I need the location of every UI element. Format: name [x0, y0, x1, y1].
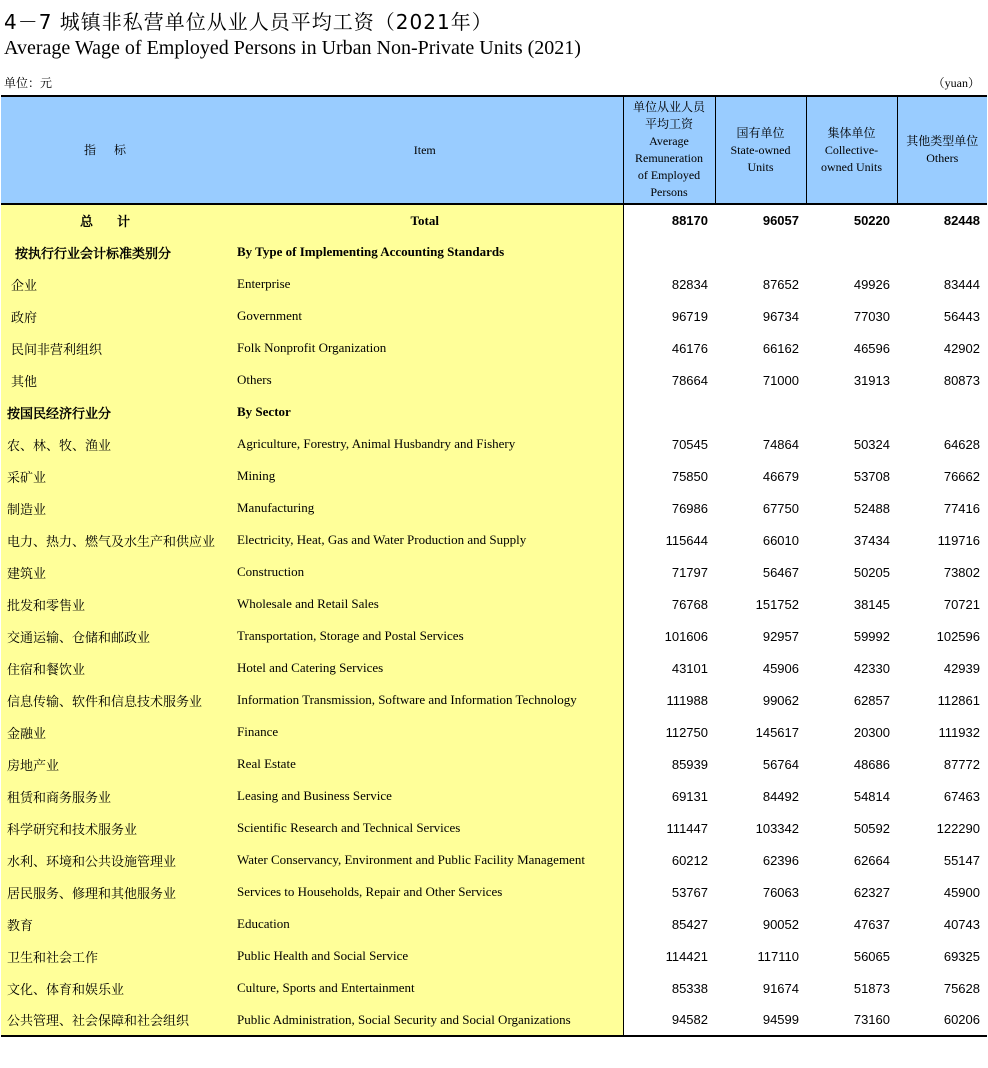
row-label-en: Finance	[227, 716, 623, 748]
row-label-en: Others	[227, 364, 623, 396]
value-state-owned: 56467	[762, 564, 799, 580]
value-state-owned: 56764	[762, 756, 799, 772]
value-avg: 114421	[623, 940, 715, 972]
value-state-owned: 84492	[762, 788, 799, 804]
value-state-owned: 91674	[762, 980, 799, 996]
value-avg: 78664	[623, 364, 715, 396]
value-others: 42939	[943, 660, 980, 676]
row-label-en: Culture, Sports and Entertainment	[227, 972, 623, 1004]
table-header-row	[1, 96, 987, 204]
table-row	[1, 684, 987, 716]
value-collective: 62664	[853, 852, 890, 868]
value-state-owned: 76063	[762, 884, 799, 900]
header-collective	[806, 96, 897, 204]
value-avg: 111447	[623, 812, 715, 844]
table-row	[1, 652, 987, 684]
value-avg: 112750	[623, 716, 715, 748]
value-others: 70721	[943, 596, 980, 612]
value-others: 73802	[943, 564, 980, 580]
row-label-en: Public Administration, Social Security and Social Organizations	[227, 1004, 623, 1036]
row-label-en: Scientific Research and Technical Services	[227, 812, 623, 844]
value-avg: 60212	[623, 844, 715, 876]
value-others: 55147	[943, 852, 980, 868]
table-row	[1, 300, 987, 332]
table-row	[1, 876, 987, 908]
row-label-cn: 水利、环境和公共设施管理业	[1, 844, 227, 876]
value-state-owned: 45906	[762, 660, 799, 676]
value-avg: 96719	[623, 300, 715, 332]
value-collective: 56065	[853, 948, 890, 964]
value-collective: 50324	[853, 436, 890, 452]
value-others: 82448	[943, 213, 980, 228]
row-label-cn: 信息传输、软件和信息技术服务业	[1, 684, 227, 716]
table-row	[1, 396, 987, 428]
value-avg: 76768	[623, 588, 715, 620]
page-title-en: Average Wage of Employed Persons in Urban Non-Private Units (2021)	[4, 37, 581, 59]
value-others	[897, 396, 987, 428]
value-state-owned: 117110	[757, 948, 799, 964]
table-row	[1, 204, 987, 236]
value-collective: 20300	[853, 724, 890, 740]
row-label-en: Enterprise	[227, 268, 623, 300]
row-label-en: Information Transmission, Software and Information Technology	[227, 684, 623, 716]
row-label-en: Agriculture, Forestry, Animal Husbandry and Fishery	[227, 428, 623, 460]
row-label-cn: 房地产业	[1, 748, 227, 780]
row-label-cn: 政府	[1, 300, 227, 332]
table-row	[1, 748, 987, 780]
row-label-cn: 金融业	[1, 716, 227, 748]
row-label-cn: 教育	[1, 908, 227, 940]
value-state-owned: 67750	[762, 500, 799, 516]
value-collective: 62327	[853, 884, 890, 900]
value-others: 45900	[943, 884, 980, 900]
row-label-en: Electricity, Heat, Gas and Water Production and Supply	[227, 524, 623, 556]
value-others: 111932	[938, 724, 980, 740]
row-label-cn: 卫生和社会工作	[1, 940, 227, 972]
row-label-cn: 企业	[1, 268, 227, 300]
row-label-cn: 文化、体育和娱乐业	[1, 972, 227, 1004]
value-others: 40743	[943, 916, 980, 932]
header-avg-en: Average Remuneration of Employed Persons	[635, 134, 703, 199]
value-others: 67463	[943, 788, 980, 804]
table-row	[1, 556, 987, 588]
row-label-en: Manufacturing	[227, 492, 623, 524]
value-others: 112861	[937, 692, 980, 708]
table-row	[1, 492, 987, 524]
row-label-cn: 交通运输、仓储和邮政业	[1, 620, 227, 652]
value-avg: 75850	[623, 460, 715, 492]
header-others	[897, 96, 987, 204]
value-others: 56443	[943, 308, 980, 324]
row-label-cn: 按执行行业会计标准类别分	[1, 236, 227, 268]
table-row	[1, 780, 987, 812]
row-label-cn: 建筑业	[1, 556, 227, 588]
table-row	[1, 268, 987, 300]
unit-label-cn: 单位：元	[4, 76, 53, 90]
row-label-cn: 租赁和商务服务业	[1, 780, 227, 812]
value-avg: 46176	[623, 332, 715, 364]
value-collective: 50592	[853, 820, 890, 836]
value-others	[897, 236, 987, 268]
row-label-cn: 农、林、牧、渔业	[1, 428, 227, 460]
row-label-en: Folk Nonprofit Organization	[227, 332, 623, 364]
value-collective: 49926	[853, 276, 890, 292]
value-avg: 94582	[623, 1004, 715, 1036]
header-item: Item	[227, 96, 623, 204]
table-row	[1, 364, 987, 396]
value-collective: 47637	[853, 916, 890, 932]
value-collective: 62857	[853, 692, 890, 708]
row-label-cn: 科学研究和技术服务业	[1, 812, 227, 844]
value-others: 102596	[936, 628, 980, 644]
value-collective: 52488	[853, 500, 890, 516]
table-row	[1, 428, 987, 460]
row-label-cn: 公共管理、社会保障和社会组织	[1, 1004, 227, 1036]
value-others: 69325	[943, 948, 980, 964]
header-state-en: State-owned Units	[730, 142, 791, 174]
row-label-en: Wholesale and Retail Sales	[227, 588, 623, 620]
value-state-owned: 96734	[762, 308, 799, 324]
table-row	[1, 588, 987, 620]
value-others: 80873	[943, 372, 980, 388]
value-state-owned: 71000	[762, 372, 799, 388]
row-label-cn: 电力、热力、燃气及水生产和供应业	[1, 524, 227, 556]
header-state-owned	[715, 96, 806, 204]
row-label-en: Public Health and Social Service	[227, 940, 623, 972]
table-row	[1, 524, 987, 556]
value-collective: 53708	[853, 468, 890, 484]
row-label-en: Mining	[227, 460, 623, 492]
row-label-cn: 采矿业	[1, 460, 227, 492]
row-label-cn: 批发和零售业	[1, 588, 227, 620]
value-state-owned: 99062	[762, 692, 799, 708]
row-label-en: Hotel and Catering Services	[227, 652, 623, 684]
value-state-owned: 90052	[762, 916, 799, 932]
value-state-owned	[715, 236, 806, 268]
value-others: 77416	[943, 500, 980, 516]
row-label-cn: 制造业	[1, 492, 227, 524]
value-state-owned: 74864	[762, 436, 799, 452]
row-label-en: Government	[227, 300, 623, 332]
value-others: 76662	[943, 468, 980, 484]
value-collective: 38145	[853, 596, 890, 612]
table-row	[1, 716, 987, 748]
row-label-en: By Sector	[227, 396, 623, 428]
value-avg: 111988	[623, 684, 715, 716]
value-avg: 53767	[623, 876, 715, 908]
value-others: 60206	[897, 1004, 987, 1036]
table-row	[1, 460, 987, 492]
row-label-en: By Type of Implementing Accounting Standards	[227, 236, 623, 268]
value-others: 83444	[943, 276, 980, 292]
header-coll-cn: 集体单位	[827, 125, 876, 140]
value-state-owned: 87652	[762, 276, 799, 292]
value-collective: 46596	[853, 340, 890, 356]
row-label-cn: 住宿和餐饮业	[1, 652, 227, 684]
value-avg	[623, 396, 715, 428]
value-state-owned: 145617	[755, 724, 799, 740]
value-collective: 50205	[853, 564, 890, 580]
table-row	[1, 620, 987, 652]
value-avg: 85427	[623, 908, 715, 940]
value-collective	[806, 396, 897, 428]
header-coll-en: Collective-owned Units	[821, 142, 882, 174]
unit-label-en: （yuan）	[932, 76, 980, 90]
header-other-en: Others	[926, 151, 959, 165]
row-label-cn: 其他	[1, 364, 227, 396]
value-avg: 70545	[623, 428, 715, 460]
header-indicator: 指标	[1, 96, 227, 204]
value-collective: 48686	[853, 756, 890, 772]
table-row	[1, 972, 987, 1004]
table-row	[1, 940, 987, 972]
value-collective: 31913	[853, 372, 890, 388]
value-others: 122290	[936, 820, 980, 836]
row-label-en: Transportation, Storage and Postal Services	[227, 620, 623, 652]
table-row	[1, 812, 987, 844]
header-avg-cn: 单位从业人员平均工资	[632, 100, 705, 131]
table-row	[1, 1004, 987, 1036]
row-label-en: Services to Households, Repair and Other Services	[227, 876, 623, 908]
table-row	[1, 236, 987, 268]
value-state-owned: 66162	[762, 340, 799, 356]
header-other-cn: 其他类型单位	[906, 134, 979, 148]
value-state-owned: 151752	[755, 596, 799, 612]
value-collective: 37434	[853, 532, 890, 548]
value-collective: 59992	[853, 628, 890, 644]
value-state-owned: 92957	[762, 628, 799, 644]
value-avg: 101606	[623, 620, 715, 652]
value-others: 42902	[943, 340, 980, 356]
row-label-cn: 居民服务、修理和其他服务业	[1, 876, 227, 908]
value-collective: 54814	[853, 788, 890, 804]
value-avg: 71797	[623, 556, 715, 588]
wage-table	[1, 95, 987, 1037]
value-others: 87772	[943, 756, 980, 772]
page-title-cn: 4－7 城镇非私营单位从业人员平均工资（2021年）	[4, 10, 493, 34]
table-row	[1, 844, 987, 876]
value-state-owned: 94599	[715, 1004, 806, 1036]
row-label-cn: 按国民经济行业分	[1, 396, 227, 428]
value-state-owned: 103342	[755, 820, 799, 836]
value-avg: 85338	[623, 972, 715, 1004]
value-collective: 73160	[806, 1004, 897, 1036]
row-label-en: Total	[227, 204, 623, 236]
value-avg: 76986	[623, 492, 715, 524]
value-state-owned: 62396	[762, 852, 799, 868]
value-others: 64628	[943, 436, 980, 452]
row-label-en: Real Estate	[227, 748, 623, 780]
header-state-cn: 国有单位	[736, 125, 785, 140]
value-collective: 51873	[853, 980, 890, 996]
table-row	[1, 908, 987, 940]
row-label-cn: 民间非营利组织	[1, 332, 227, 364]
row-label-en: Water Conservancy, Environment and Public Facility Management	[227, 844, 623, 876]
value-state-owned: 96057	[762, 213, 799, 228]
value-avg: 115644	[623, 524, 715, 556]
row-label-cn: 总计	[1, 204, 227, 236]
value-collective: 77030	[853, 308, 890, 324]
value-avg: 85939	[623, 748, 715, 780]
header-avg-remuneration	[623, 96, 715, 204]
value-collective: 50220	[853, 213, 890, 228]
value-state-owned	[715, 396, 806, 428]
table-row	[1, 332, 987, 364]
row-label-en: Education	[227, 908, 623, 940]
value-others: 75628	[943, 980, 980, 996]
value-avg: 69131	[623, 780, 715, 812]
value-others: 119716	[937, 532, 980, 548]
value-collective: 42330	[853, 660, 890, 676]
value-avg: 88170	[623, 204, 715, 236]
value-avg	[623, 236, 715, 268]
value-state-owned: 66010	[762, 532, 799, 548]
value-collective	[806, 236, 897, 268]
value-avg: 43101	[623, 652, 715, 684]
row-label-en: Leasing and Business Service	[227, 780, 623, 812]
value-state-owned: 46679	[762, 468, 799, 484]
value-avg: 82834	[623, 268, 715, 300]
row-label-en: Construction	[227, 556, 623, 588]
